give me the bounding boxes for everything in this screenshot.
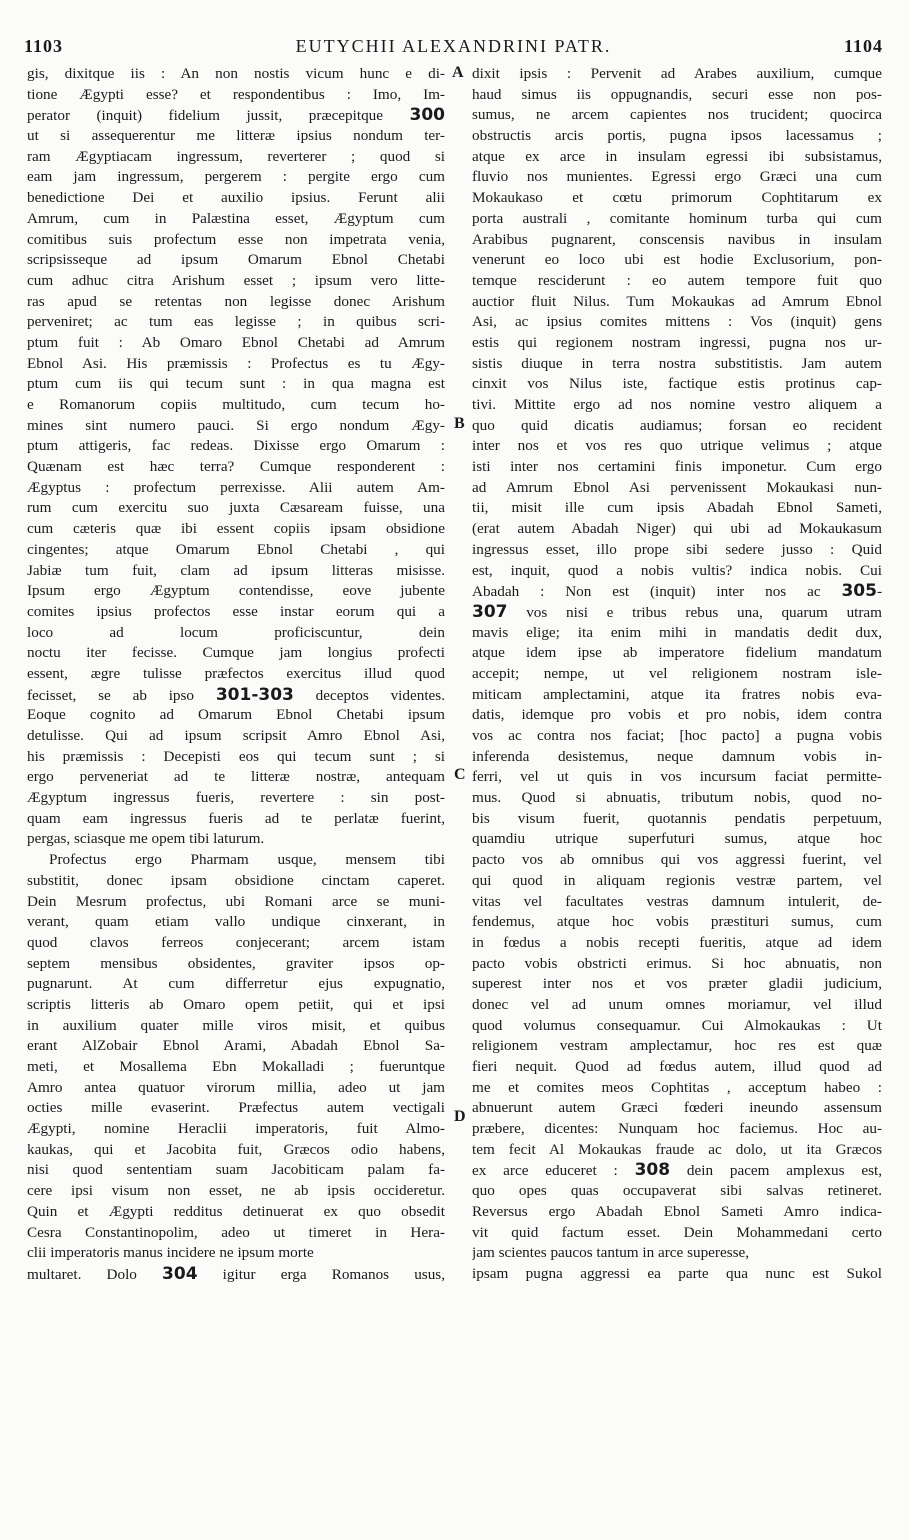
text-line: erant AlZobair Ebnol Arami, Abadah Ebnol Sa- bbox=[27, 1037, 445, 1055]
text-line: atque idem ipse ab imperatore fidelium mandatum bbox=[472, 644, 882, 662]
text-line: Quænam est hæc terra? Cumque responderent : bbox=[27, 458, 445, 476]
text-line: tione Ægypti esse? et respondentibus : Imo, Im- bbox=[27, 85, 445, 103]
text-line: mavis elige; ita enim mihi in mandatis dedit dux, bbox=[472, 623, 882, 641]
text-line: ingressus esset, illo prope sibi sedere jusso : Quid bbox=[472, 540, 882, 558]
text-line: ram Ægyptiacam ingressum, reverterer ; quod si bbox=[27, 147, 445, 165]
text-line: dixit ipsis : Pervenit ad Arabes auxilium, cumque bbox=[472, 65, 882, 82]
text-line: rum cum exercitu suo juxta Cæsaream fuisse, una bbox=[27, 499, 445, 517]
text-line: Jabiæ tum fuit, clam ad ipsum litteras misisse. bbox=[27, 561, 445, 579]
text-line: cum adhuc citra Arishum esset ; ipsum vero litte- bbox=[27, 271, 445, 289]
text-line: sumus, ne arcem capientes nos trucident; quocirca bbox=[472, 106, 882, 124]
section-marker-d: D bbox=[454, 1108, 466, 1125]
text-line: auctior fluit Nilus. Tum Mokaukas ad Amrum Ebnol bbox=[472, 292, 882, 310]
text-line: tivi. Mittite ergo ad nos nomine vestro aliquem a bbox=[472, 396, 882, 413]
text-line: qui quod in aliquam regionis vestræ partem, vel bbox=[472, 871, 882, 889]
text-line: Dein Mesrum profectus, ubi Romani arce se muni- bbox=[27, 892, 445, 910]
text-line: ptum cum iis qui tecum sunt : in qua magna est bbox=[27, 375, 445, 393]
page-ref-number: 305 bbox=[841, 581, 877, 602]
text-line: Cesra Constantinopolim, adeo ut timeret in Hera- bbox=[27, 1223, 445, 1241]
left-column bbox=[27, 64, 445, 1285]
text-line: mus. Quod si abnuatis, tributum nobis, quod no- bbox=[472, 789, 882, 807]
text-line: Profectus ergo Pharmam usque, mensem tibi bbox=[49, 851, 445, 869]
text-line: donec vel ad unum omnes moriamur, vel illud bbox=[472, 995, 882, 1013]
text-line: substitit, donec ipsam obsidione cinctam caperet. bbox=[27, 871, 445, 889]
text-line: mines sint numero pauci. Si ergo nondum Ægy- bbox=[27, 416, 445, 434]
page-ref-number: 300 bbox=[409, 105, 445, 126]
text-line: ad Amrum Ebnol Asi pervenissent Mokaukasi nun- bbox=[472, 478, 882, 496]
text-line: Mokaukaso et cœtu primorum Cophtitarum ex bbox=[472, 189, 882, 207]
text-line: haud simus iis oppugnandis, securi esse non pos- bbox=[472, 85, 882, 103]
text-line: me et comites meos Cophtitas , acceptum habeo : bbox=[472, 1078, 882, 1096]
text-line: est, inquit, quod a nobis vultis? indica nobis. Cui bbox=[472, 561, 882, 579]
text-line: pacto vos ab omnibus qui vos aggressi fuerint, vel bbox=[472, 851, 882, 869]
text-line: Arabibus pugnarent, conscensis navibus in insulam bbox=[472, 230, 882, 248]
text-line: quo quid dicatis audiamus; forsan eo recident bbox=[472, 416, 882, 434]
text-line: noctu iter fecisse. Cumque jam longius profecti bbox=[27, 644, 445, 662]
text-line: porta australi , comitante hominum turba qui cum bbox=[472, 209, 882, 227]
page-ref-number: 307 bbox=[472, 601, 508, 622]
text-line: nisi quod sententiam suam Jacobiticam palam fa- bbox=[27, 1161, 445, 1179]
text-line: scripsisseque ad ipsum Omarum Ebnol Chetabi bbox=[27, 251, 445, 269]
text-line: ipsam pugna aggressi ea parte qua nunc est Sukol bbox=[472, 1264, 882, 1282]
text-line: Quin et Ægypti redditus detinuerat ex quo obsedit bbox=[27, 1202, 445, 1220]
page-ref-number: 304 bbox=[162, 1263, 198, 1284]
text-line: cinxit vos Nilus iste, factique estis protinus cap- bbox=[472, 375, 882, 393]
text-line: perveniret; ac tum eas legisse ; in quibus scri- bbox=[27, 313, 445, 331]
text-line: Asi, ac ipsius comites mittens : Vos (inquit) gens bbox=[472, 313, 882, 331]
text-line: isti inter nos certamini finis imponetur. Cum ergo bbox=[472, 458, 882, 476]
section-marker-c: C bbox=[454, 766, 466, 783]
text-line: essent, ægre tulisse præfectos exercitus illud quod bbox=[27, 664, 445, 682]
text-line: cum cæteris quæ ibi essent copiis ipsam obsidione bbox=[27, 520, 445, 538]
text-line: religionem vestram amplectamur, hoc res est quæ bbox=[472, 1037, 882, 1055]
text-line: ptum attigeris, fac redeas. Dixisse ergo Omarum : bbox=[27, 437, 445, 455]
text-line: ptum fuit : Ab Omaro Ebnol Chetabi ad Amrum bbox=[27, 333, 445, 351]
text-line: clii imperatoris manus incidere ne ipsum morte bbox=[27, 1244, 314, 1262]
text-line: Amrum, cum in Palæstina esset, Ægyptum cum bbox=[27, 209, 445, 227]
text-line: Ægyptus : profectum perrexisse. Alii autem Am- bbox=[27, 478, 445, 496]
text-line: fieri nequit. Quod ad fœdus autem, illud quod ad bbox=[472, 1058, 882, 1075]
text-line: fendemus, atque hoc vobis præstituri sumus, cum bbox=[472, 913, 882, 931]
text-line: in fœdus a nobis recepti fueritis, atque ad idem bbox=[472, 933, 882, 951]
text-line: quam eam ingressus fueris ad te perlatæ fuerint, bbox=[27, 809, 445, 827]
page-ref-number: 301-303 bbox=[215, 684, 294, 705]
text-line: jam scientes paucos tantum in arce superesse, bbox=[472, 1244, 750, 1262]
text-line: in auxilium quater mille viros misit, et quibus bbox=[27, 1016, 445, 1034]
text-line: cingentes; atque Omarum Ebnol Chetabi , qui bbox=[27, 540, 445, 558]
text-line: accepit; nempe, ut vel religionem nostram isle- bbox=[472, 664, 882, 682]
text-line: pergas, sciasque me opem tibi laturum. bbox=[27, 830, 265, 848]
text-line: pacto vobis obstricti erimus. Si hoc abnuatis, non bbox=[472, 954, 882, 972]
text-line: kaukas, qui et Jacobita fuit, Græcos odio habens, bbox=[27, 1140, 445, 1158]
text-line: ut si assequerentur me litteræ ipsius nondum ter- bbox=[27, 127, 445, 145]
text-line: detulisse. Qui ad ipsum scripsit Amro Ebnol Asi, bbox=[27, 727, 445, 744]
text-line: Ægypti, nomine Heraclii imperatoris, fuit Almo- bbox=[27, 1120, 445, 1138]
text-line: venerunt eo loco ubi est hodie Exclusorium, pon- bbox=[472, 251, 882, 269]
text-line: ferri, vel ut quis in vos incursum faciat permitte- bbox=[472, 768, 882, 786]
text-line: gis, dixitque iis : An non nostis vicum hunc e di- bbox=[27, 65, 445, 82]
text-line: tii, misit ille cum ipsis Abadah Ebnol Sameti, bbox=[472, 499, 882, 517]
text-line: abnuerunt autem Græci fœderi ineundo assensum bbox=[472, 1099, 882, 1117]
page-number-left: 1103 bbox=[24, 36, 64, 56]
text-line: septem mensibus obsidentes, graviter ipsos op- bbox=[27, 954, 445, 972]
running-header bbox=[24, 36, 883, 62]
text-line: tem fecit Al Mokaukas fraude ac dolo, ut ita Græcos bbox=[472, 1140, 882, 1158]
text-line: vitas vel facultates vestras damnum intulerit, de- bbox=[472, 892, 882, 910]
text-line: Ipsum ergo Ægyptum contendisse, eove jubente bbox=[27, 582, 445, 600]
text-line: inferenda desistemus, neque damnum vobis in- bbox=[472, 747, 882, 765]
text-line: 307 vos nisi e tribus rebus una, quarum utram bbox=[472, 601, 882, 622]
text-line: inter nos et vos res quo utrique velimus ; atque bbox=[472, 437, 882, 455]
text-line: eam jam ingressum, pergerem : pergite ergo cum bbox=[27, 168, 445, 186]
text-line: quo opes quas occupaverat sibi salvas retineret. bbox=[472, 1182, 882, 1200]
page-ref-number: 308 bbox=[634, 1160, 671, 1181]
text-line: sistis diuque in terra nostra substitistis. Jam autem bbox=[472, 354, 882, 372]
text-line: ras apud se retentas non legisse donec Arishum bbox=[27, 292, 445, 310]
text-line: Abadah : Non est (inquit) inter nos ac 305- bbox=[472, 581, 882, 602]
page-number-right: 1104 bbox=[843, 36, 883, 56]
text-line: perator (inquit) fidelium jussit, præcepitque 300 bbox=[27, 105, 445, 126]
text-line: cere ipsi visum non esset, ne ab ipsis occideretur. bbox=[27, 1182, 445, 1200]
running-title: EUTYCHII ALEXANDRINI PATR. bbox=[295, 36, 612, 56]
text-line: temque resciderunt : eo autem tempore fuit quo bbox=[472, 271, 882, 289]
text-line: fecisset, se ab ipso 301-303 deceptos videntes. bbox=[27, 684, 445, 705]
text-line: ex arce educeret : 308 dein pacem amplexus est, bbox=[472, 1160, 882, 1181]
text-line: vit quid factum esset. Dein Mohammedani certo bbox=[472, 1223, 882, 1241]
text-line: e Romanorum copiis multitudo, cum tecum ho- bbox=[27, 396, 445, 413]
text-line: Ebnol Asi. His præmissis : Profectus es tu Ægy- bbox=[27, 354, 445, 372]
text-line: Reversus ergo Abadah Ebnol Sameti Amro indica- bbox=[472, 1202, 882, 1220]
section-marker-a: A bbox=[452, 64, 464, 81]
section-marker-b: B bbox=[454, 415, 465, 432]
text-line: (erat autem Abadah Niger) qui ubi ad Mokaukasum bbox=[472, 520, 882, 538]
text-line: loco ad locum proficiscuntur, dein bbox=[27, 623, 445, 641]
text-line: Ægyptum ingressus fueris, revertere : sin post- bbox=[27, 789, 445, 807]
text-line: octies mille evaserint. Præfectus autem vectigali bbox=[27, 1099, 445, 1117]
text-line: fluvio nos munientes. Egressi ergo Græci una cum bbox=[472, 168, 882, 186]
text-line: Eoque cognito ad Omarum Ebnol Chetabi ipsum bbox=[27, 706, 445, 724]
right-column bbox=[472, 64, 882, 1285]
text-line: multaret. Dolo 304 igitur erga Romanos usus, bbox=[27, 1263, 445, 1284]
text-line: Amro antea quatuor virorum millia, adeo ut jam bbox=[27, 1078, 445, 1096]
text-line: his præmissis : Decepisti eos qui tecum sunt ; si bbox=[27, 747, 445, 765]
text-line: præbere, dicentes: Nunquam hoc faciemus. Hoc au- bbox=[472, 1120, 882, 1138]
text-line: scriptis litteris ab Omaro opem petiit, qui et ipsi bbox=[27, 995, 445, 1013]
text-line: miticam amplectamini, atque ita fratres nobis eva- bbox=[472, 685, 882, 703]
text-line: verant, quam etiam vallo undique cinxerant, in bbox=[27, 913, 445, 931]
text-line: atque ex arce in insulam egressi ibi subsistamus, bbox=[472, 147, 882, 165]
text-line: quamdiu utrique superfuturi sumus, atque hoc bbox=[472, 830, 882, 848]
text-line: bis visum fuerit, quotannis pendatis perpetuum, bbox=[472, 809, 882, 827]
text-line: superest inter nos et vos præter gladii judicium, bbox=[472, 975, 882, 993]
text-line: obstructis arcis portis, pugna ipsos lacessamus ; bbox=[472, 127, 882, 145]
text-line: quod volumus consequamur. Cui Almokaukas : Ut bbox=[472, 1016, 882, 1034]
text-line: comitibus suis profectum esse non impetrata venia, bbox=[27, 230, 445, 248]
text-line: quod clavos ferreos conjecerant; arcem istam bbox=[27, 933, 445, 951]
text-line: benedictione Dei et auxilio ipsius. Ferunt alii bbox=[27, 189, 445, 207]
text-line: estis qui regionem nostram ingressi, pugna nos ur- bbox=[472, 333, 882, 351]
text-line: datis, idemque pro vobis et pro nobis, idem contra bbox=[472, 706, 882, 724]
text-line: comites ipsius profectos esse instar eorum qui a bbox=[27, 602, 445, 620]
text-line: meti, et Mosallema Ebn Mokalladi ; fueruntque bbox=[27, 1058, 445, 1075]
text-line: vos ac contra nos faciat; [hoc pacto] a pugna vobis bbox=[472, 727, 882, 744]
text-line: ergo perveneriat ad te litteræ nostræ, antequam bbox=[27, 768, 445, 786]
text-line: pugnarunt. At cum differretur ejus expugnatio, bbox=[27, 975, 445, 993]
